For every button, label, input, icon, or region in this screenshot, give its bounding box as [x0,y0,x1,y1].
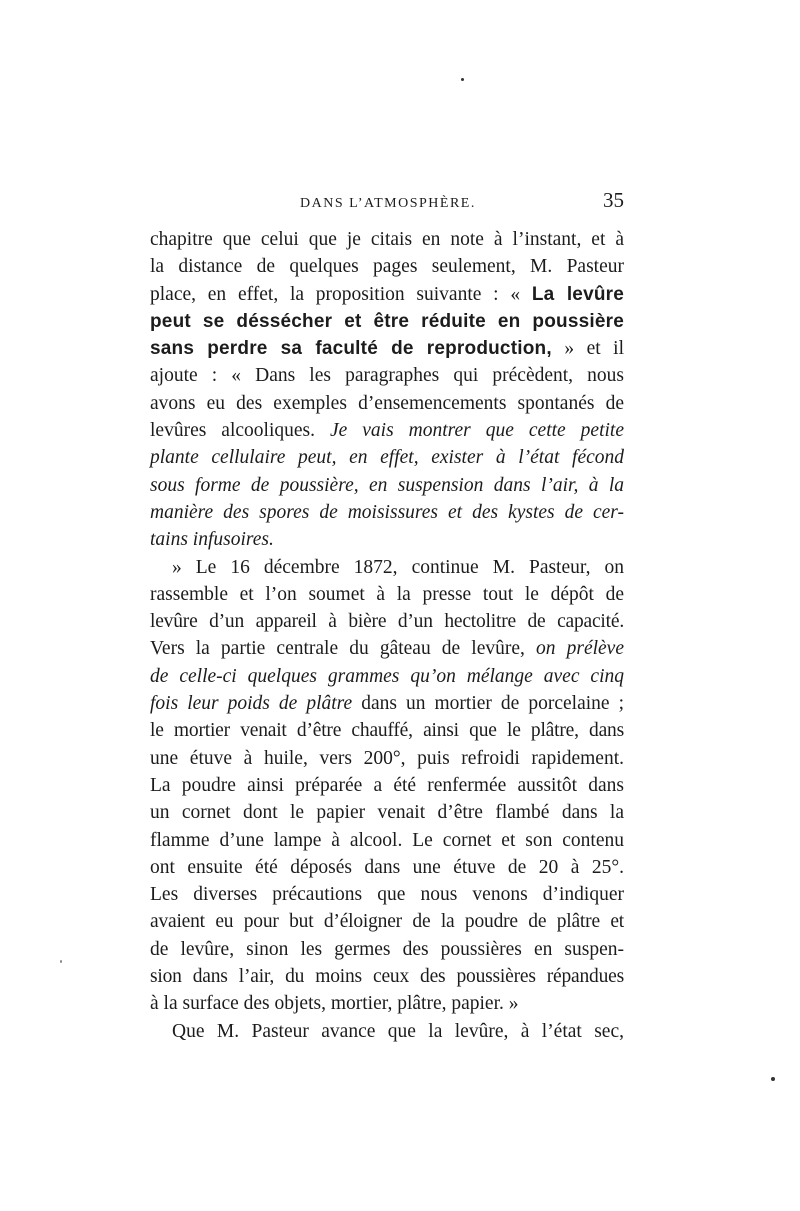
italic-text: de celle-ci quelques grammes qu’on mélange avec cinq [150,665,624,687]
emphasis-text: La levûre [531,283,625,305]
text-line: de levûre, sinon les germes des poussières en suspen- [150,938,624,960]
text-line: sans perdre sa faculté de reproduction, » et il [150,338,624,360]
text-line: une étuve à huile, vers 200°, puis refroidi rapidement. [150,747,624,769]
italic-text: Je vais montrer que cette petite [329,420,624,442]
text-line [150,526,624,553]
text-line: Les diverses précautions que nous venons d’indiquer [150,884,624,906]
text-line: sion dans l’air, du moins ceux des poussières répandues [150,966,624,988]
text-line: chapitre que celui que je citais en note à l’instant, et à [150,229,624,250]
text-line: un cornet dont le papier venait d’être flambé dans la [150,802,624,824]
italic-text: plante cellulaire peut, en effet, exister à l’état fécond [150,447,624,469]
emphasis-text: sans perdre sa faculté de reproduction, [150,338,552,360]
italic-text: tains infusoires. [150,529,274,551]
text-line: place, en effet, la proposition suivante : « La levûre [150,283,625,305]
text-line: rassemble et l’on soumet à la presse tout le dépôt de [150,583,624,605]
italic-text: fois leur poids de plâtre [150,693,353,715]
text-line: » Le 16 décembre 1872, continue M. Pasteur, on [172,556,624,578]
text-line: Vers la partie centrale du gâteau de levûre, on prélève [150,638,624,660]
italic-text: on prélève [536,638,624,660]
text-line [150,499,624,526]
scan-speck [771,1077,775,1081]
text-line: flamme d’une lampe à alcool. Le cornet et son contenu [150,829,624,851]
text-line: avaient eu pour but d’éloigner de la poudre de plâtre et [150,911,624,933]
text-line: le mortier venait d’être chauffé, ainsi que le plâtre, dans [150,720,624,742]
italic-text: manière des spores de moisissures et des kystes de cer- [150,501,624,523]
text-line: ont ensuite été déposés dans une étuve de 20 à 25°. [150,856,624,878]
scan-speck [60,960,62,963]
text-line: levûre d’un appareil à bière d’un hectolitre de capacité. [150,611,624,633]
text-line: ajoute : « Dans les paragraphes qui précèdent, nous [150,365,624,387]
scan-speck [461,78,464,81]
text-line [150,308,624,335]
running-header [150,188,624,218]
text-line [150,472,624,499]
text-line [150,663,624,690]
text-line: avons eu des exemples d’ensemencements spontanés de [150,392,624,414]
text-line: fois leur poids de plâtre dans un mortier de porcelaine ; [150,693,624,715]
text-line: à la surface des objets, mortier, plâtre, papier. » [150,993,519,1015]
text-line [150,444,624,471]
text-line: levûres alcooliques. Je vais montrer que cette petite [150,420,624,442]
page-number: 35 [603,188,624,212]
body-text [150,226,624,1045]
emphasis-text: peut se déssécher et être réduite en poussière [150,310,624,332]
header-title: DANS L’ATMOSPHÈRE. [300,196,476,211]
italic-text: sous forme de poussière, en suspension dans l’air, à la [150,474,624,496]
text-line: La poudre ainsi préparée a été renfermée aussitôt dans [150,774,624,796]
text-line: Que M. Pasteur avance que la levûre, à l’état sec, [172,1020,624,1042]
text-line: la distance de quelques pages seulement, M. Pasteur [150,256,624,278]
